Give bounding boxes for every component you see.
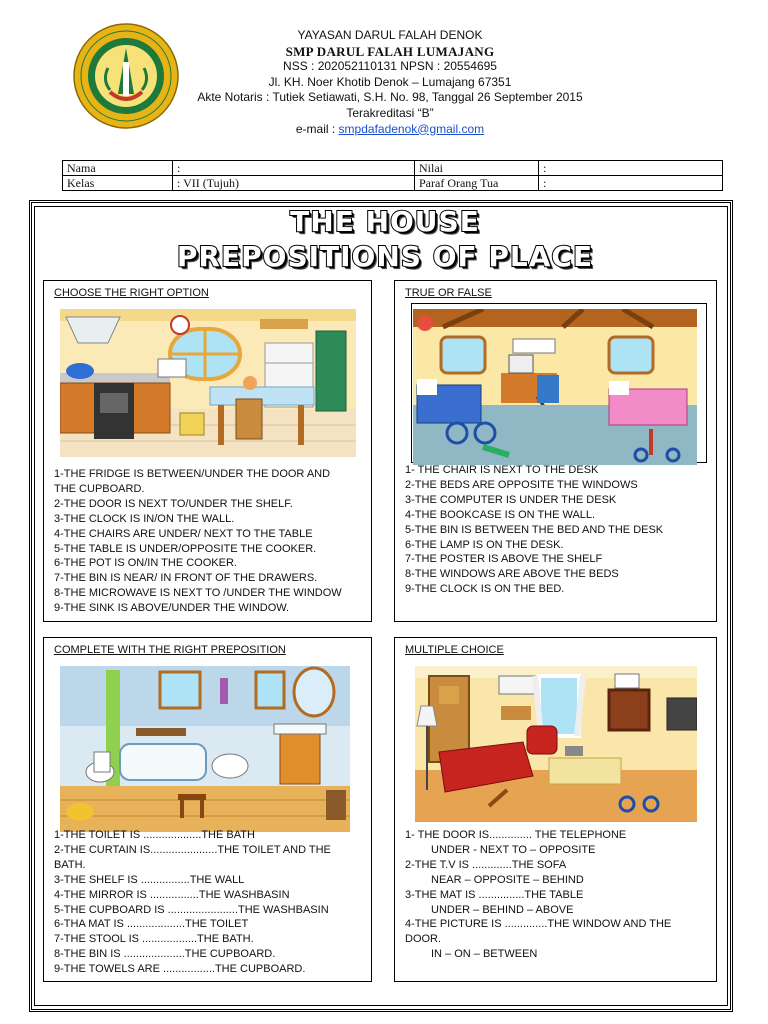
question-list bbox=[54, 828, 331, 977]
question-line: 3-THE SHELF IS ................THE WALL bbox=[54, 873, 245, 886]
question-line: DOOR. bbox=[405, 933, 442, 946]
score-field[interactable]: : bbox=[539, 161, 723, 176]
living-room-illustration bbox=[415, 666, 697, 822]
panel-title: COMPLETE WITH THE RIGHT PREPOSITION bbox=[54, 644, 286, 656]
table-row bbox=[63, 161, 723, 176]
email-link[interactable]: smpdafadenok@gmail.com bbox=[338, 121, 485, 136]
question-line: 5-THE BIN IS BETWEEN THE BED AND THE DESK bbox=[405, 523, 664, 536]
school-registration: NSS : 202052110131 NPSN : 20554695 bbox=[283, 59, 497, 74]
parent-signature-label: Paraf Orang Tua bbox=[415, 176, 539, 191]
question-line: 8-THE WINDOWS ARE ABOVE THE BEDS bbox=[405, 568, 619, 581]
answer-options: NEAR – OPPOSITE – BEHIND bbox=[431, 873, 584, 886]
question-list bbox=[405, 828, 671, 962]
question-line: 7-THE BIN IS NEAR/ IN FRONT OF THE DRAWERS. bbox=[54, 572, 318, 585]
question-line: 5-THE CUPBOARD IS .......................THE WASHBASIN bbox=[54, 903, 329, 916]
question-line: THE CUPBOARD. bbox=[54, 482, 145, 495]
question-line: 1- THE DOOR IS.............. THE TELEPHONE bbox=[405, 829, 627, 841]
answer-options: UNDER - NEXT TO – OPPOSITE bbox=[431, 843, 596, 856]
question-line: 3-THE MAT IS ...............THE TABLE bbox=[405, 888, 584, 901]
question-line: 2-THE BEDS ARE OPPOSITE THE WINDOWS bbox=[405, 478, 638, 491]
question-line: 2-THE CURTAIN IS......................THE TOILET AND THE bbox=[54, 843, 331, 856]
question-line: 1- THE CHAIR IS NEXT TO THE DESK bbox=[405, 464, 599, 476]
panel-title: CHOOSE THE RIGHT OPTION bbox=[54, 287, 209, 299]
question-line: 6-THE LAMP IS ON THE DESK. bbox=[405, 538, 564, 551]
question-line: 5-THE TABLE IS UNDER/OPPOSITE THE COOKER. bbox=[54, 542, 317, 555]
table-row bbox=[63, 176, 723, 191]
score-label: Nilai bbox=[415, 161, 539, 176]
accreditation: Terakreditasi “B” bbox=[346, 105, 434, 120]
school-address: Jl. KH. Noer Khotib Denok – Lumajang 67351 bbox=[268, 74, 512, 89]
email-label: e-mail : bbox=[295, 121, 339, 136]
question-line: 9-THE SINK IS ABOVE/UNDER THE WINDOW. bbox=[54, 602, 290, 615]
worksheet-subtitle: PREPOSITIONS OF PLACE bbox=[176, 240, 594, 273]
question-list bbox=[54, 467, 342, 616]
question-line: 4-THE PICTURE IS ..............THE WINDOW AND THE bbox=[405, 918, 672, 931]
question-line: 6-THA MAT IS ...................THE TOILET bbox=[54, 918, 249, 931]
class-field[interactable]: : VII (Tujuh) bbox=[173, 176, 415, 191]
panel-choose-option bbox=[43, 280, 372, 622]
bathroom-illustration bbox=[60, 666, 350, 832]
panel-complete-preposition bbox=[43, 637, 372, 982]
question-line: 9-THE CLOCK IS ON THE BED. bbox=[405, 583, 565, 596]
question-line: BATH. bbox=[54, 858, 86, 871]
bedroom-illustration bbox=[413, 309, 697, 465]
school-name: SMP DARUL FALAH LUMAJANG bbox=[285, 43, 495, 59]
panel-multiple-choice bbox=[394, 637, 717, 982]
class-label: Kelas bbox=[63, 176, 173, 191]
question-list bbox=[405, 463, 663, 597]
answer-options: UNDER – BEHIND – ABOVE bbox=[431, 903, 574, 916]
question-line: 7-THE STOOL IS ..................THE BATH. bbox=[54, 933, 254, 946]
question-line: 1-THE TOILET IS ...................THE BATH bbox=[54, 829, 255, 841]
foundation-name: YAYASAN DARUL FALAH DENOK bbox=[297, 28, 483, 42]
worksheet-title: THE HOUSE bbox=[290, 205, 480, 238]
letterhead bbox=[190, 28, 590, 137]
name-field[interactable]: : bbox=[173, 161, 415, 176]
panel-title: MULTIPLE CHOICE bbox=[405, 644, 504, 656]
parent-signature-field[interactable]: : bbox=[539, 176, 723, 191]
notary-info: Akte Notaris : Tutiek Setiawati, S.H. No. 98, Tanggal 26 September 2015 bbox=[197, 90, 583, 105]
question-line: 2-THE DOOR IS NEXT TO/UNDER THE SHELF. bbox=[54, 497, 293, 510]
question-line: 4-THE CHAIRS ARE UNDER/ NEXT TO THE TABLE bbox=[54, 527, 313, 540]
question-line: 4-THE BOOKCASE IS ON THE WALL. bbox=[405, 508, 596, 521]
answer-options: IN – ON – BETWEEN bbox=[431, 948, 538, 961]
question-line: 3-THE CLOCK IS IN/ON THE WALL. bbox=[54, 512, 235, 525]
question-line: 1-THE FRIDGE IS BETWEEN/UNDER THE DOOR AND bbox=[54, 468, 331, 480]
question-line: 9-THE TOWELS ARE .................THE CUPBOARD. bbox=[54, 963, 306, 976]
question-line: 2-THE T.V IS .............THE SOFA bbox=[405, 858, 567, 871]
question-line: 6-THE POT IS ON/IN THE COOKER. bbox=[54, 557, 237, 570]
email-line bbox=[190, 122, 590, 138]
question-line: 7-THE POSTER IS ABOVE THE SHELF bbox=[405, 553, 603, 566]
question-line: 4-THE MIRROR IS ................THE WASHBASIN bbox=[54, 888, 290, 901]
question-line: 8-THE MICROWAVE IS NEXT TO /UNDER THE WINDOW bbox=[54, 587, 342, 600]
panel-true-false bbox=[394, 280, 717, 622]
question-line: 3-THE COMPUTER IS UNDER THE DESK bbox=[405, 493, 617, 506]
panel-title: TRUE OR FALSE bbox=[405, 287, 492, 299]
student-identity-table bbox=[62, 160, 723, 191]
name-label: Nama bbox=[63, 161, 173, 176]
question-line: 8-THE BIN IS ....................THE CUPBOARD. bbox=[54, 948, 276, 961]
school-logo bbox=[72, 22, 180, 130]
kitchen-illustration bbox=[60, 309, 356, 457]
